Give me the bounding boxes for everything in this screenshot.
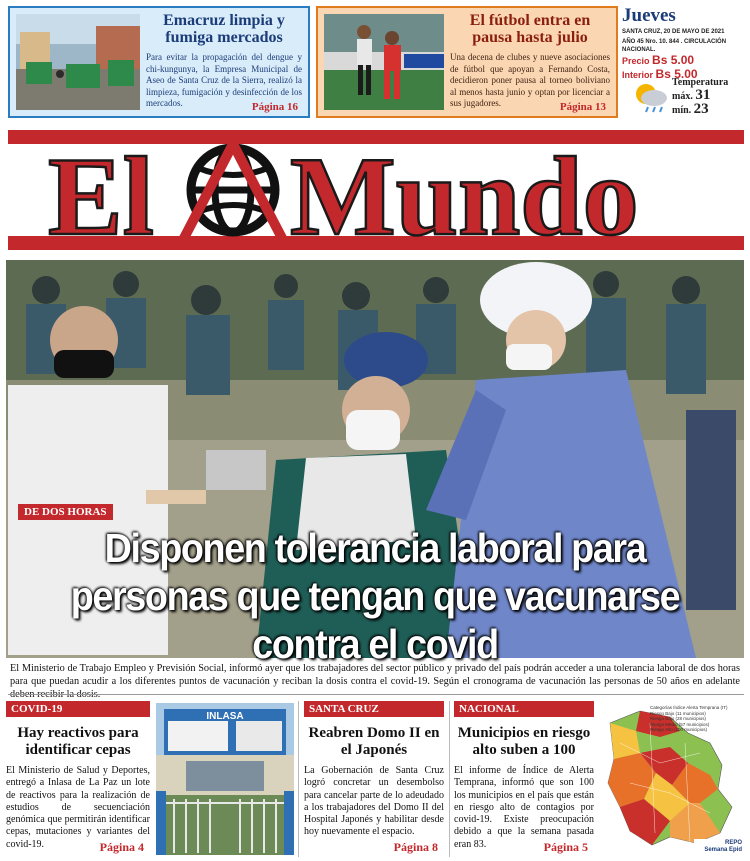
story-covid-text: El Ministerio de Salud y Deportes, entregó a Inlasa de La Paz un lote de reactivos para la realización de estudios de secuenciación genómica que permitirán identificar cepas, mutaciones y variantes del covid-19. [6,765,150,850]
story-covid-title: Hay reactivos para identificar cepas [17,725,139,758]
weekday: Jueves [622,5,676,26]
interior-label: Interior [622,70,654,80]
min-label: mín. [672,105,692,116]
temperature-label: Temperatura [672,77,729,88]
section-tag-covid: COVID-19 [6,701,150,717]
story-nacional-text: El informe de Índice de Alerta Temprana, informó que son 100 los municipios en el país que están en riesgo alto de contagios por covid-19. Existe preocupación debido a que la semana pasada eran 83. [454,765,594,850]
teaser-markets[interactable] [8,6,310,118]
teaser-markets-text: Para evitar la propagación del dengue y chi-kungunya, la Empresa Municipal de Aseo de Santa Cruz de la Sierra, realizó la limpieza, fumigación y desinfección de los mercados. [146,52,302,108]
story-covid-page[interactable]: Página 4 [99,840,144,854]
story-nacional-page[interactable]: Página 5 [543,840,588,854]
teaser-football[interactable] [316,6,618,118]
story-santa-cruz-page[interactable]: Página 8 [393,840,438,854]
teaser-football-page[interactable]: Página 13 [559,101,606,113]
inlasa-scene [156,703,294,855]
column-separator [449,701,450,857]
map-badge-line-1: REPO [724,840,742,846]
map-legend-item: Riesgo Medio (57 municipios) [650,721,710,727]
section-tag-nacional: NACIONAL [454,701,594,717]
price-label: Precio [622,56,650,66]
map-legend [650,705,727,733]
masthead-word-mundo: Mundo [290,135,639,250]
price-value: Bs 5.00 [652,53,695,67]
column-separator [298,701,299,857]
main-story-kicker: DE DOS HORAS [18,504,113,520]
story-covid[interactable] [6,701,150,857]
teaser-markets-title: Emacruz limpia y fumiga mercados [163,12,285,46]
map-badge-line-2: Semana Epid [704,847,742,853]
section-tag-santa-cruz: SANTA CRUZ [304,701,444,717]
map-legend-item: Riesgo Bajo (11 municipios) [650,710,706,716]
inlasa-sign: INLASA [206,711,244,722]
main-headline[interactable]: Disponen tolerancia laboral para personas que tengan que vacunarse contra el covid [70,525,680,667]
markets-photo [16,14,140,110]
max-label: máx. [672,91,693,102]
edition-number: AÑO 45 Nro. 10. 844 . CIRCULACIÓN NACIONAL. [622,39,727,53]
story-santa-cruz-text: La Gobernación de Santa Cruz logró concretar un desembolso para cancelar parte de lo adeudado a los trabajadores del Domo II del Hospital Japonés y habilitar desde hoy nuevamente el espacio. [304,765,444,838]
map-legend-item: Riesgo Alto (100 municipios) [650,727,708,732]
temperature [672,76,744,117]
teaser-football-text: Una decena de clubes y nueve asociaciones de fútbol que apoyan a Fernando Costa, decidieron poner pausa al torneo boliviano al menos hasta junio y optan por licenciar a sus jugadores. [450,52,610,108]
max-value: 31 [695,87,711,103]
main-story-lead: El Ministerio de Trabajo Empleo y Previsión Social, informó ayer que los trabajadores del sector público y privado del país podrán acceder a una tolerancia laboral de dos horas para que puedan acudir a los diferentes puntos de vacunación y reciban la dosis contra el covid-19. Según el cronograma de vacunación las personas de 50 años en adelante [10,663,740,687]
story-nacional-title: Municipios en riesgo alto suben a 100 [457,725,591,758]
globe-icon [183,144,283,240]
football-photo [324,14,444,110]
masthead-logo [8,130,744,250]
price-line [622,54,744,68]
interior-value: Bs 5.00 [655,67,698,81]
masthead-word-el: El [48,135,154,250]
teaser-football-title: El fútbol entra en pausa hasta julio [469,12,591,46]
sun-cloud-rain-icon [630,78,670,114]
story-santa-cruz[interactable] [304,701,444,857]
min-value: 23 [693,101,709,117]
story-nacional[interactable] [454,701,594,857]
masthead [8,130,744,250]
story-santa-cruz-title: Reabren Domo II en el Japonés [308,725,440,758]
map-legend-title: Categorías Índice Alerta Temprana (IT) [650,705,728,710]
edition-info [622,6,744,118]
inlasa-photo [156,703,294,855]
dateline: SANTA CRUZ, 20 DE MAYO DE 2021 [622,29,725,35]
teaser-markets-page[interactable]: Página 16 [251,101,298,113]
map-report-badge [694,839,744,855]
divider [8,694,744,695]
map-legend-item: Riesgo Bajo (28 municipios) [650,716,707,721]
bolivia-risk-map [600,703,744,855]
